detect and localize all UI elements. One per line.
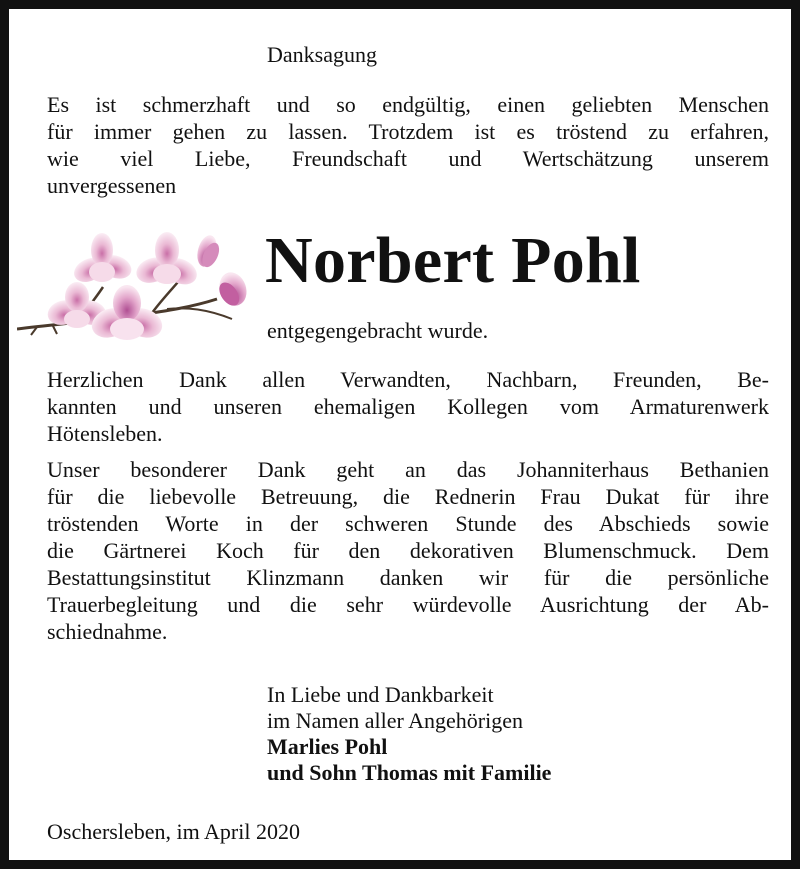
deceased-name: Norbert Pohl xyxy=(265,224,641,297)
intro-line: wie viel Liebe, Freundschaft und Wertschätzung unserem xyxy=(47,146,769,171)
special-line: Bestattungsinstitut Klinzmann danken wir für die persönliche xyxy=(47,565,769,590)
special-line: Unser besonderer Dank geht an das Johanniterhaus Bethanien xyxy=(47,457,769,482)
signoff-line: In Liebe und Dankbarkeit xyxy=(267,682,494,707)
after-name-text: entgegengebracht wurde. xyxy=(267,318,489,343)
thanks-line: Herzlichen Dank allen Verwandten, Nachbarn, Freunden, Be- xyxy=(47,367,769,392)
intro-line: unvergessenen xyxy=(47,173,177,198)
magnolia-branch-icon xyxy=(17,229,257,354)
special-thanks-paragraph xyxy=(47,456,769,645)
signoff-name: und Sohn Thomas mit Familie xyxy=(267,760,552,785)
special-line: tröstenden Worte in der schweren Stunde des Abschieds sowie xyxy=(47,511,769,536)
intro-paragraph xyxy=(47,91,769,199)
thanks-line: Hötensleben. xyxy=(47,421,163,446)
special-line: für die liebevolle Betreuung, die Rednerin Frau Dukat für ihre xyxy=(47,484,769,509)
thanks-line: kannten und unseren ehemaligen Kollegen vom Armaturenwerk xyxy=(47,394,769,419)
signoff-line: im Namen aller Angehörigen xyxy=(267,708,523,733)
place-date: Oschersleben, im April 2020 xyxy=(47,819,300,844)
signoff-name: Marlies Pohl xyxy=(267,734,388,759)
intro-line: für immer gehen zu lassen. Trotzdem ist es tröstend zu erfahren, xyxy=(47,119,769,144)
thanks-paragraph xyxy=(47,366,769,447)
notice-heading: Danksagung xyxy=(267,42,377,67)
intro-line: Es ist schmerzhaft und so endgültig, einen geliebten Menschen xyxy=(47,92,769,117)
special-line: die Gärtnerei Koch für den dekorativen Blumenschmuck. Dem xyxy=(47,538,769,563)
special-line: Trauerbegleitung und die sehr würdevolle Ausrichtung der Ab- xyxy=(47,592,769,617)
signoff-block xyxy=(267,682,551,786)
special-line: schiednahme. xyxy=(47,619,168,644)
